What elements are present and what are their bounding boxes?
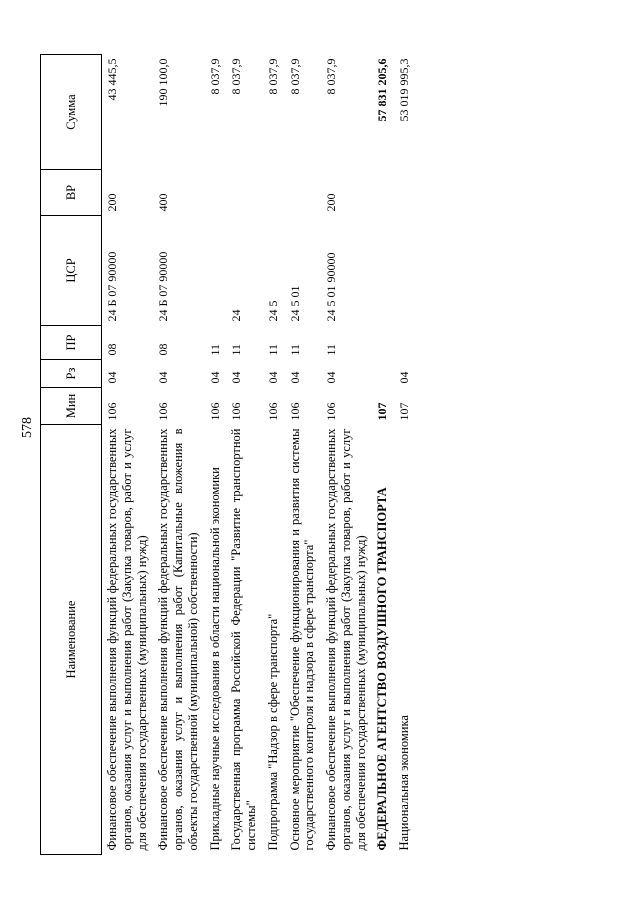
table-row: [394, 55, 416, 855]
row-name: Финансовое обеспечение выполнения функций федеральных государственных органов, оказания услуг и выполнения работ (Закупка товаров, работ и услуг для обеспечения государственных (муниципальных) нужд): [105, 428, 149, 851]
row-sum: 190 100,0: [156, 58, 171, 107]
budget-table: [40, 54, 416, 855]
row-name: Национальная экономика: [397, 715, 411, 851]
row-min: 106: [324, 402, 338, 421]
row-sum: 8 037,9: [324, 58, 338, 95]
row-sum: 8 037,9: [229, 58, 244, 95]
table-row: [372, 55, 394, 855]
row-vr: 200: [324, 193, 338, 212]
row-pr: 08: [156, 343, 171, 356]
row-rz: 04: [156, 371, 171, 384]
row-pr: [394, 326, 416, 360]
row-pr: 11: [265, 343, 280, 356]
row-name: Прикладные научные исследования в области национальной экономики: [207, 467, 222, 851]
row-min: 106: [287, 402, 302, 421]
row-csr: 24 5: [265, 300, 280, 322]
page-number: 578: [20, 417, 35, 438]
table-row: [102, 55, 154, 855]
header-pr: ПР: [41, 326, 102, 360]
rotated-budget-table: [40, 55, 600, 855]
row-csr: [372, 216, 394, 326]
row-csr: 24 5 01 90000: [324, 252, 338, 322]
table-row: [285, 55, 322, 855]
header-row: [41, 55, 102, 855]
header-rz: Рз: [41, 360, 102, 388]
row-rz: 04: [397, 371, 411, 384]
row-min: 106: [265, 402, 280, 421]
row-csr: 24 Б 07 90000: [156, 251, 171, 322]
row-pr: 08: [105, 343, 119, 356]
row-min: 106: [105, 402, 119, 421]
row-name: Государственная программа Российской Федерации "Развитие транспортной системы": [229, 428, 258, 851]
row-csr: 24: [229, 309, 244, 322]
row-vr: [263, 170, 285, 216]
header-vr: ВР: [41, 170, 102, 216]
row-pr: [372, 326, 394, 360]
row-min: 107: [375, 402, 390, 421]
row-rz: 04: [287, 371, 302, 384]
row-sum: 8 037,9: [265, 58, 280, 95]
row-vr: [285, 170, 322, 216]
row-min: 107: [397, 402, 411, 421]
row-sum: 8 037,9: [207, 58, 222, 95]
row-pr: 11: [324, 343, 338, 356]
row-sum: 57 831 205,6: [375, 58, 390, 122]
table-row: [321, 55, 372, 855]
row-pr: 11: [229, 343, 244, 356]
row-rz: [372, 360, 394, 388]
row-sum: 43 445,5: [105, 58, 119, 101]
row-csr: [205, 216, 227, 326]
header-sum: Сумма: [41, 55, 102, 170]
table-body: [102, 55, 416, 855]
header-min: Мин: [41, 388, 102, 425]
row-pr: 11: [207, 343, 222, 356]
row-rz: 04: [229, 371, 244, 384]
table-row: [205, 55, 227, 855]
row-sum: 8 037,9: [287, 58, 302, 95]
row-rz: 04: [207, 371, 222, 384]
row-csr: [394, 216, 416, 326]
table-row: [226, 55, 263, 855]
row-min: 106: [229, 402, 244, 421]
row-name: Финансовое обеспечение выполнения функций федеральных государственных органов, оказания услуг и выполнения работ (Капитальные вложения в объекты государственной (муниципальной) собственности): [156, 428, 200, 851]
row-rz: 04: [265, 371, 280, 384]
row-rz: 04: [105, 371, 119, 384]
header-csr: ЦСР: [41, 216, 102, 326]
row-rz: 04: [324, 371, 338, 384]
row-min: 106: [156, 402, 171, 421]
row-pr: 11: [287, 343, 302, 356]
row-vr: [226, 170, 263, 216]
row-min: 106: [207, 402, 222, 421]
table-row: [263, 55, 285, 855]
row-name: Финансовое обеспечение выполнения функций федеральных государственных органов, оказания услуг и выполнения работ (Закупка товаров, работ и услуг для обеспечения государственных (муниципальных) нужд): [324, 428, 368, 851]
row-csr: 24 Б 07 90000: [105, 251, 119, 322]
row-vr: [394, 170, 416, 216]
row-name: Подпрограмма "Надзор в сфере транспорта": [265, 613, 280, 851]
table-row: [153, 55, 204, 855]
row-csr: 24 5 01: [287, 285, 302, 322]
row-vr: 400: [156, 193, 171, 212]
row-vr: 200: [105, 193, 119, 212]
header-name: Наименование: [41, 425, 102, 855]
row-vr: [372, 170, 394, 216]
row-sum: 53 019 995,3: [397, 58, 411, 122]
row-name: Основное мероприятие "Обеспечение функционирования и развития системы государственного контроля и надзора в сфере транспорта": [287, 428, 317, 851]
row-name: ФЕДЕРАЛЬНОЕ АГЕНТСТВО ВОЗДУШНОГО ТРАНСПОРТА: [375, 487, 390, 851]
row-vr: [205, 170, 227, 216]
